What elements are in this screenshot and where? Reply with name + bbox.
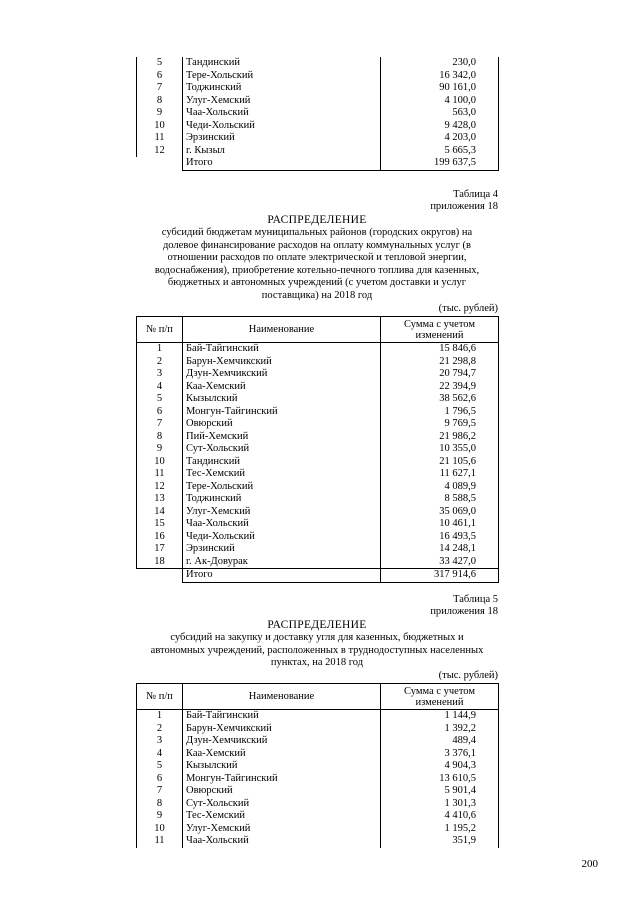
row-name: Тес-Хемский: [183, 810, 381, 823]
row-value: 21 298,8: [381, 356, 499, 369]
total-blank-cell: [137, 569, 183, 583]
row-name: г. Ак-Довурак: [183, 556, 381, 569]
table-row: [137, 773, 499, 786]
subtitle-line: отношении расходов по оплате электрической и тепловой энергии,: [167, 252, 467, 263]
row-number: 7: [137, 418, 183, 431]
row-name: Чаа-Хольский: [183, 518, 381, 531]
table-row: [137, 343, 499, 356]
row-number: 9: [137, 443, 183, 456]
total-value: 317 914,6: [381, 569, 499, 583]
row-name: Барун-Хемчикский: [183, 356, 381, 369]
table-row: [137, 443, 499, 456]
row-name: Барун-Хемчикский: [183, 723, 381, 736]
row-number: 7: [137, 82, 183, 95]
table5: [136, 683, 499, 848]
row-number: 5: [137, 57, 183, 70]
subtitle-line: субсидий бюджетам муниципальных районов (городских округов) на: [161, 227, 473, 238]
row-name: Тоджинский: [183, 82, 381, 95]
row-name: Улуг-Хемский: [183, 506, 381, 519]
row-number: 9: [137, 107, 183, 120]
table4-header-sum: [381, 317, 499, 343]
table-row: [137, 57, 499, 70]
row-name: Сут-Хольский: [183, 798, 381, 811]
row-name: Монгун-Тайгинский: [183, 406, 381, 419]
table-row: [137, 760, 499, 773]
table-row: [137, 785, 499, 798]
table-row: [137, 418, 499, 431]
table4-header-sum-line2: изменений: [415, 329, 464, 341]
row-number: 8: [137, 95, 183, 108]
row-name: Эрзинский: [183, 132, 381, 145]
row-name: Пий-Хемский: [183, 431, 381, 444]
table-row: [137, 748, 499, 761]
subtitle-line: автономных учреждений, расположенных в труднодоступных населенных: [150, 644, 484, 656]
row-number: 8: [137, 798, 183, 811]
row-name: Каа-Хемский: [183, 748, 381, 761]
row-number: 10: [137, 456, 183, 469]
table-row: [137, 723, 499, 736]
row-name: Дзун-Хемчикский: [183, 368, 381, 381]
table5-subtitle: [136, 632, 498, 670]
table-row: [137, 356, 499, 369]
table5-header-name: Наименование: [183, 684, 381, 710]
row-number: 11: [137, 835, 183, 848]
row-value: 9 428,0: [381, 120, 499, 133]
row-number: 16: [137, 531, 183, 544]
row-value: 563,0: [381, 107, 499, 120]
table-row: [137, 710, 499, 723]
row-number: 12: [137, 481, 183, 494]
total-label: Итого: [183, 157, 381, 170]
table4-label: Таблица 4: [453, 189, 498, 200]
row-number: 11: [137, 132, 183, 145]
table5-title: РАСПРЕДЕЛЕНИЕ: [267, 619, 367, 631]
row-value: 16 342,0: [381, 70, 499, 83]
row-value: 5 665,3: [381, 145, 499, 158]
row-value: 5 901,4: [381, 785, 499, 798]
row-number: 5: [137, 393, 183, 406]
row-value: 16 493,5: [381, 531, 499, 544]
row-number: 4: [137, 381, 183, 394]
table5-header-sum-line1: Сумма с учетом: [404, 685, 475, 697]
table5-label: Таблица 5: [453, 594, 498, 605]
row-name: Улуг-Хемский: [183, 823, 381, 836]
table-row: [137, 368, 499, 381]
row-number: 1: [137, 710, 183, 723]
row-number: 6: [137, 773, 183, 786]
row-name: Сут-Хольский: [183, 443, 381, 456]
table5-header-sum-line2: изменений: [415, 696, 464, 708]
row-name: г. Кызыл: [183, 145, 381, 158]
row-name: Монгун-Тайгинский: [183, 773, 381, 786]
row-number: 9: [137, 810, 183, 823]
row-value: 21 105,6: [381, 456, 499, 469]
row-value: 14 248,1: [381, 543, 499, 556]
row-value: 4 089,9: [381, 481, 499, 494]
row-number: 6: [137, 406, 183, 419]
table-row: [137, 810, 499, 823]
table-row: [137, 543, 499, 556]
row-value: 33 427,0: [381, 556, 499, 569]
row-value: 11 627,1: [381, 468, 499, 481]
row-value: 10 355,0: [381, 443, 499, 456]
table-row: [137, 95, 499, 108]
table-row: [137, 518, 499, 531]
row-value: 22 394,9: [381, 381, 499, 394]
total-row: [137, 569, 499, 583]
table-row: [137, 468, 499, 481]
row-value: 15 846,6: [381, 343, 499, 356]
table4-header-number: № п/п: [137, 317, 183, 343]
row-number: 8: [137, 431, 183, 444]
row-name: Тоджинский: [183, 493, 381, 506]
row-name: Тере-Хольский: [183, 70, 381, 83]
row-value: 1 796,5: [381, 406, 499, 419]
row-value: 1 195,2: [381, 823, 499, 836]
table-row: [137, 456, 499, 469]
row-value: 38 562,6: [381, 393, 499, 406]
row-name: Кызылский: [183, 393, 381, 406]
table-row: [137, 393, 499, 406]
row-value: 230,0: [381, 57, 499, 70]
subtitle-line: поставщика) на 2018 год: [261, 289, 373, 301]
row-number: 18: [137, 556, 183, 569]
row-name: Кызылский: [183, 760, 381, 773]
table5-header-sum: [381, 684, 499, 710]
row-name: Улуг-Хемский: [183, 95, 381, 108]
row-number: 10: [137, 120, 183, 133]
row-number: 6: [137, 70, 183, 83]
table4-title: РАСПРЕДЕЛЕНИЕ: [267, 214, 367, 226]
table5-appendix: приложения 18: [430, 606, 498, 617]
row-name: Каа-Хемский: [183, 381, 381, 394]
row-name: Чаа-Хольский: [183, 107, 381, 120]
row-name: Чеди-Хольский: [183, 120, 381, 133]
table4-header-name: Наименование: [183, 317, 381, 343]
row-value: 35 069,0: [381, 506, 499, 519]
row-name: Тес-Хемский: [183, 468, 381, 481]
row-name: Бай-Тайгинский: [183, 710, 381, 723]
row-number: 5: [137, 760, 183, 773]
row-value: 4 904,3: [381, 760, 499, 773]
table5-header-number: № п/п: [137, 684, 183, 710]
row-name: Чеди-Хольский: [183, 531, 381, 544]
row-name: Тандинский: [183, 57, 381, 70]
row-number: 3: [137, 368, 183, 381]
row-name: Овюрский: [183, 418, 381, 431]
subtitle-line: водоснабжения), приобретение котельно-печного топлива для казенных,: [154, 264, 480, 276]
row-number: 3: [137, 735, 183, 748]
row-value: 13 610,5: [381, 773, 499, 786]
table-row: [137, 481, 499, 494]
table-row: [137, 531, 499, 544]
table5-units: (тыс. рублей): [438, 670, 498, 681]
total-value: 199 637,5: [381, 157, 499, 170]
row-name: Тере-Хольский: [183, 481, 381, 494]
row-number: 1: [137, 343, 183, 356]
table-row: [137, 556, 499, 569]
table4-header-sum-line1: Сумма с учетом: [404, 318, 475, 330]
row-number: 15: [137, 518, 183, 531]
table4: [136, 316, 499, 583]
row-name: Дзун-Хемчикский: [183, 735, 381, 748]
table-row: [137, 735, 499, 748]
total-row: [137, 157, 499, 170]
row-value: 351,9: [381, 835, 499, 848]
row-value: 1 392,2: [381, 723, 499, 736]
table-row: [137, 406, 499, 419]
table-row: [137, 107, 499, 120]
row-number: 2: [137, 723, 183, 736]
table-row: [137, 82, 499, 95]
table-row: [137, 798, 499, 811]
row-value: 489,4: [381, 735, 499, 748]
row-number: 12: [137, 145, 183, 158]
table-row: [137, 70, 499, 83]
row-number: 17: [137, 543, 183, 556]
row-value: 9 769,5: [381, 418, 499, 431]
row-name: Эрзинский: [183, 543, 381, 556]
row-value: 4 100,0: [381, 95, 499, 108]
table-row: [137, 431, 499, 444]
table4-subtitle: [136, 227, 498, 302]
row-value: 4 410,6: [381, 810, 499, 823]
table-row: [137, 132, 499, 145]
row-value: 3 376,1: [381, 748, 499, 761]
table-row: [137, 120, 499, 133]
row-number: 14: [137, 506, 183, 519]
table-row: [137, 381, 499, 394]
subtitle-line: долевое финансирование расходов на оплату коммунальных услуг (в: [162, 239, 472, 251]
subtitle-line: бюджетных и автономных учреждений (с учетом доставки и услуг: [167, 277, 467, 288]
table-row: [137, 835, 499, 848]
table-row: [137, 823, 499, 836]
row-value: 10 461,1: [381, 518, 499, 531]
row-number: 4: [137, 748, 183, 761]
row-number: 7: [137, 785, 183, 798]
continuation-table: [136, 57, 499, 171]
row-value: 90 161,0: [381, 82, 499, 95]
subtitle-line: субсидий на закупку и доставку угля для казенных, бюджетных и: [170, 632, 464, 643]
row-number: 2: [137, 356, 183, 369]
total-label: Итого: [183, 569, 381, 583]
row-name: Бай-Тайгинский: [183, 343, 381, 356]
row-value: 21 986,2: [381, 431, 499, 444]
total-blank-cell: [137, 157, 183, 170]
row-number: 13: [137, 493, 183, 506]
page-number: 200: [581, 858, 598, 870]
row-number: 11: [137, 468, 183, 481]
table4-appendix: приложения 18: [430, 201, 498, 212]
table-row: [137, 506, 499, 519]
table-row: [137, 493, 499, 506]
row-value: 1 301,3: [381, 798, 499, 811]
row-value: 20 794,7: [381, 368, 499, 381]
subtitle-line: пунктах, на 2018 год: [270, 657, 364, 668]
row-value: 4 203,0: [381, 132, 499, 145]
row-name: Овюрский: [183, 785, 381, 798]
row-number: 10: [137, 823, 183, 836]
row-name: Чаа-Хольский: [183, 835, 381, 848]
row-value: 1 144,9: [381, 710, 499, 723]
table-row: [137, 145, 499, 158]
table4-units: (тыс. рублей): [438, 303, 498, 314]
row-name: Тандинский: [183, 456, 381, 469]
row-value: 8 588,5: [381, 493, 499, 506]
